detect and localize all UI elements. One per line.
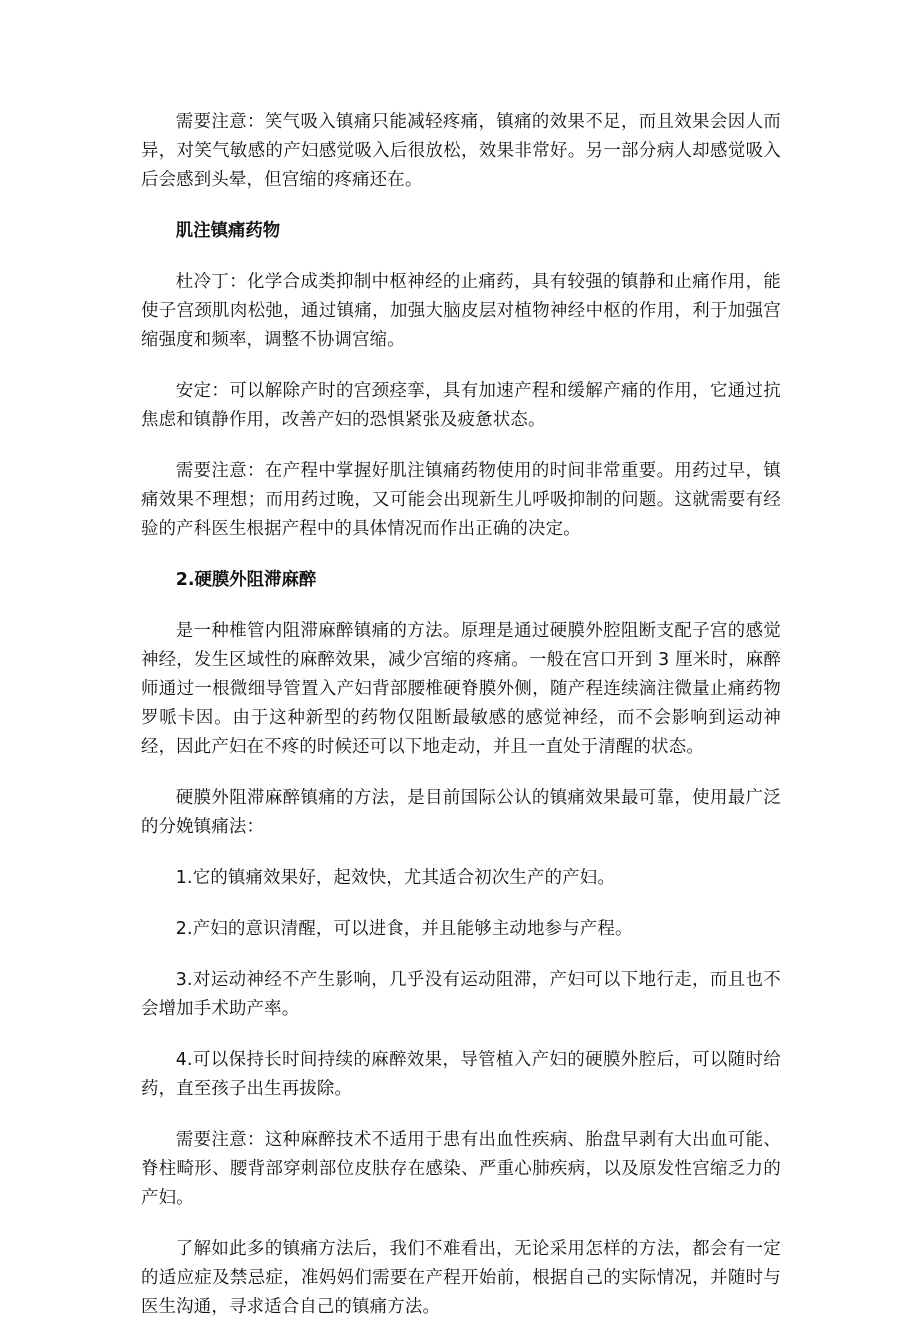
spacer	[141, 762, 781, 784]
spacer	[141, 944, 781, 966]
list-item-advantage-3: 3.对运动神经不产生影响，几乎没有运动阻滞，产妇可以下地行走，而且也不会增加手术助产率。	[141, 970, 781, 1019]
spacer	[141, 595, 781, 617]
paragraph-pethidine: 杜冷丁：化学合成类抑制中枢神经的止痛药，具有较强的镇静和止痛作用，能使子宫颈肌肉松弛，通过镇痛，加强大脑皮层对植物神经中枢的作用，利于加强宫缩强度和频率，调整不协调宫缩。	[141, 272, 781, 350]
spacer	[141, 842, 781, 864]
paragraph-epidural-intro: 硬膜外阻滞麻醉镇痛的方法，是目前国际公认的镇痛效果最可靠，使用最广泛的分娩镇痛法：	[141, 788, 781, 837]
paragraph-epidural-note: 需要注意：这种麻醉技术不适用于患有出血性疾病、胎盘早剥有大出血可能、脊柱畸形、腰背部穿刺部位皮肤存在感染、严重心肺疾病，以及原发性宫缩乏力的产妇。	[141, 1130, 781, 1208]
spacer	[141, 544, 781, 566]
paragraph-conclusion: 了解如此多的镇痛方法后，我们不难看出，无论采用怎样的方法，都会有一定的适应症及禁忌症，准妈妈们需要在产程开始前，根据自己的实际情况，并随时与医生沟通，寻求适合自己的镇痛方法。	[141, 1239, 781, 1317]
paragraph-intramuscular-note: 需要注意：在产程中掌握好肌注镇痛药物使用的时间非常重要。用药过早，镇痛效果不理想；而用药过晚，又可能会出现新生儿呼吸抑制的问题。这就需要有经验的产科医生根据产程中的具体情况而作出正确的决定。	[141, 461, 781, 539]
paragraph-epidural-description: 是一种椎管内阻滞麻醉镇痛的方法。原理是通过硬膜外腔阻断支配子宫的感觉神经，发生区域性的麻醉效果，减少宫缩的疼痛。一般在宫口开到 3 厘米时，麻醉师通过一根微细导管置入产妇背部腰椎硬脊膜外侧，随产程连续滴注微量止痛药物罗哌卡因。由于这种新型的药物仅阻断最敏感的感觉神经，而不会影响到运动神经，因此产妇在不疼的时候还可以下地走动，并且一直处于清醒的状态。	[141, 621, 781, 757]
list-item-advantage-4: 4.可以保持长时间持续的麻醉效果，导管植入产妇的硬膜外腔后，可以随时给药，直至孩子出生再拔除。	[141, 1050, 781, 1099]
section-heading-epidural: 2.硬膜外阻滞麻醉	[175, 570, 317, 590]
spacer	[141, 1213, 781, 1235]
paragraph-diazepam: 安定：可以解除产时的宫颈痉挛，具有加速产程和缓解产痛的作用，它通过抗焦虑和镇静作用，改善产妇的恐惧紧张及疲惫状态。	[141, 381, 781, 430]
list-item-advantage-2: 2.产妇的意识清醒，可以进食，并且能够主动地参与产程。	[175, 919, 633, 939]
spacer	[141, 893, 781, 915]
spacer	[141, 1024, 781, 1046]
list-item-advantage-1: 1.它的镇痛效果好，起效快，尤其适合初次生产的产妇。	[175, 868, 615, 888]
document-page	[141, 108, 781, 1322]
spacer	[141, 1104, 781, 1126]
spacer	[141, 435, 781, 457]
section-heading-intramuscular: 肌注镇痛药物	[175, 221, 281, 241]
spacer	[141, 355, 781, 377]
spacer	[141, 195, 781, 217]
paragraph-laughing-gas-note: 需要注意：笑气吸入镇痛只能减轻疼痛，镇痛的效果不足，而且效果会因人而异，对笑气敏感的产妇感觉吸入后很放松，效果非常好。另一部分病人却感觉吸入后会感到头晕，但宫缩的疼痛还在。	[141, 112, 781, 190]
spacer	[141, 246, 781, 268]
